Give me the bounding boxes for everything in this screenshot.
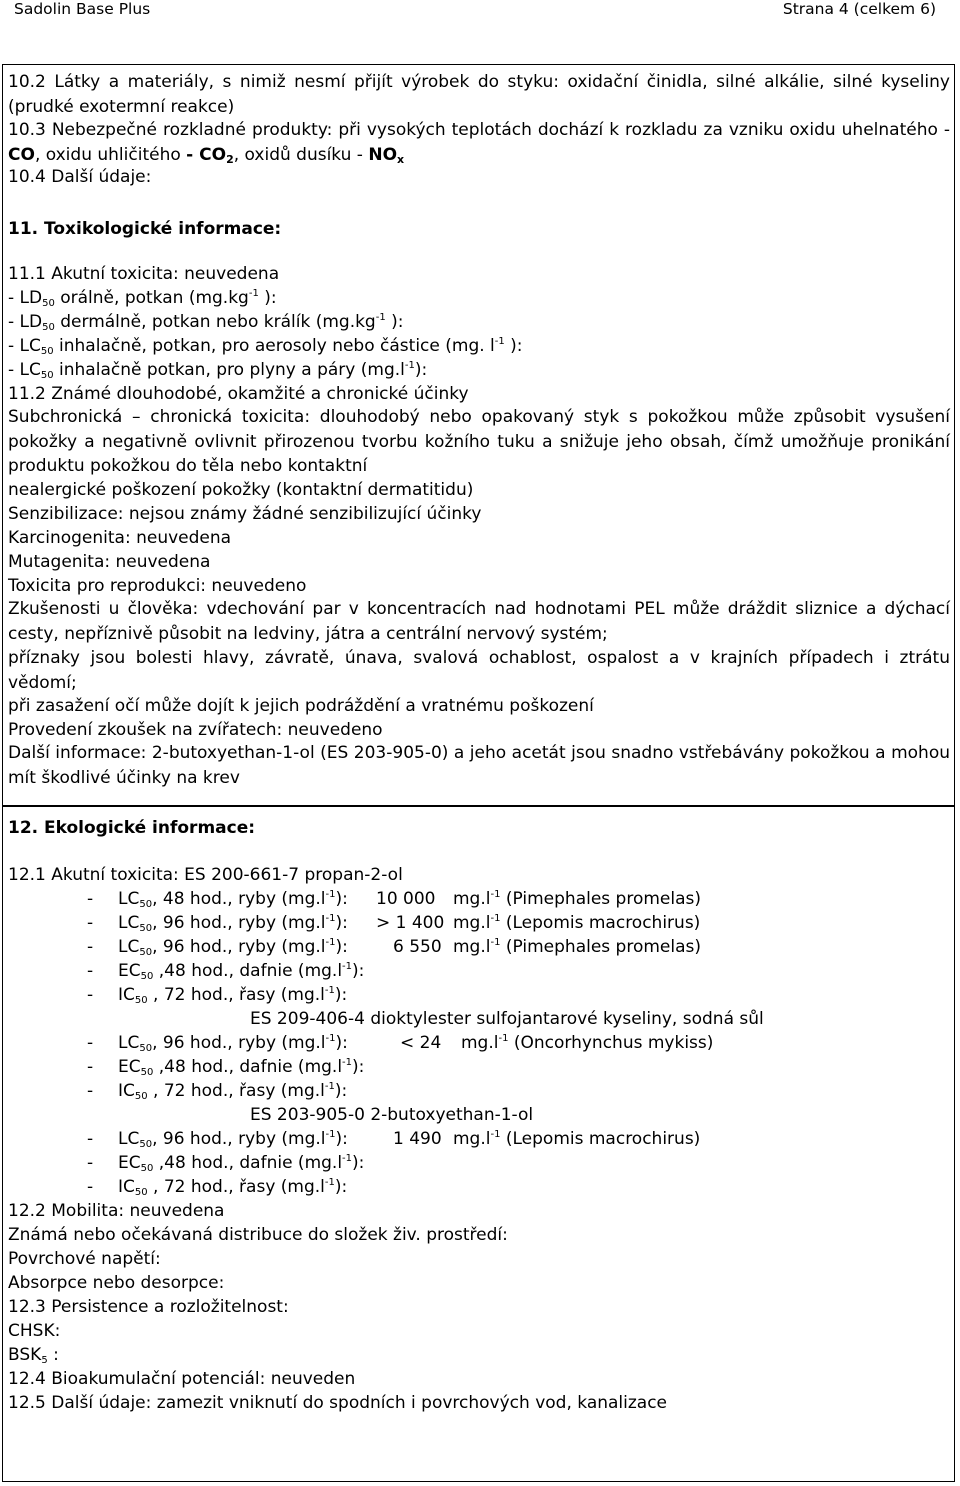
section-10-2: 10.2 Látky a materiály, s nimiž nesmí přijít výrobek do styku: oxidační činidla, silné alkálie, silné kyseliny (prudké exotermní reakce): [8, 72, 950, 117]
chsk: CHSK:: [8, 1321, 61, 1341]
chronic-heading: 11.2 Známé dlouhodobé, okamžité a chronické účinky: [8, 384, 469, 404]
subchronic-text: Subchronická – chronická toxicita: dlouhodobý nebo opakovaný styk s pokožkou může způsobit vysušení pokožky a negativně ovlivnit přirozenou tvorbu kožního tuku a snižuje jeho obsah, čímž umožňuje pronikání produktu pokožkou do těla nebo kontaktní: [8, 407, 950, 476]
human-experience: Zkušenosti u člověka: vdechování par v koncentracích nad hodnotami PEL může dráždit sliznice a dýchací cesty, nepříznivě působit na ledviny, játra a centrální nervový systém;: [8, 599, 950, 644]
section-10-4: 10.4 Další údaje:: [8, 167, 152, 187]
mutagenicity: Mutagenita: neuvedena: [8, 552, 211, 572]
section-11-title: 11. Toxikologické informace:: [8, 219, 282, 239]
page-header: [0, 0, 960, 22]
lc50-vapour: - $LC_{50}$ inhalačně potkan, pro plyny a páry $(mg.l^{-1})$:: [8, 360, 428, 381]
reproductive-toxicity: Toxicita pro reprodukci: neuvedeno: [8, 576, 307, 596]
persistence: 12.3 Persistence a rozložitelnost:: [8, 1297, 289, 1317]
surface-tension: Povrchové napětí:: [8, 1249, 161, 1269]
acute-toxicity-11: 11.1 Akutní toxicita: neuvedena: [8, 264, 280, 284]
product-name: Sadolin Base Plus: [14, 0, 151, 18]
other-data: 12.5 Další údaje: zamezit vniknutí do spodních i povrchových vod, kanalizace: [8, 1393, 668, 1413]
eye-contact: při zasažení očí může dojít k jejich podráždění a vratnému poškození: [8, 696, 594, 716]
bioaccumulation: 12.4 Bioakumulační potenciál: neuveden: [8, 1369, 356, 1389]
absorption: Absorpce nebo desorpce:: [8, 1273, 225, 1293]
bsk5: $BSK_5$ :: [8, 1345, 59, 1366]
mobility: 12.2 Mobilita: neuvedena: [8, 1201, 225, 1221]
substance-heading: ES 203-905-0 2-butoxyethan-1-ol: [250, 1105, 534, 1125]
distribution: Známá nebo očekávaná distribuce do složek živ. prostředí:: [8, 1225, 508, 1245]
nonallergic-text: nealergické poškození pokožky (kontaktní dermatitidu): [8, 480, 474, 500]
sensitization: Senzibilizace: nejsou známy žádné senzibilizující účinky: [8, 504, 482, 524]
carcinogenicity: Karcinogenita: neuvedena: [8, 528, 232, 548]
ld50-oral: - $LD_{50}$ orálně, potkan ($mg.kg^{-1}$ ):: [8, 288, 277, 309]
section-12-title: 12. Ekologické informace:: [8, 818, 256, 838]
acute-toxicity-12: 12.1 Akutní toxicita: ES 200-661-7 propan-2-ol: [8, 865, 403, 885]
page-number: Strana 4 (celkem 6): [782, 0, 936, 18]
animal-testing: Provedení zkoušek na zvířatech: neuvedeno: [8, 720, 383, 740]
section-10-3: 10.3 Nebezpečné rozkladné produkty: při vysokých teplotách dochází k rozkladu za vzniku oxidu uhelnatého - CO, oxidu uhličitého - CO2, oxidů dusíku - NOx: [8, 120, 950, 166]
symptoms: příznaky jsou bolesti hlavy, závratě, únava, svalová ochablost, ospalost a v krajních případech i ztrátu vědomí;: [8, 648, 950, 693]
substance-heading: ES 209-406-4 dioktylester sulfojantarové kyseliny, sodná sůl: [250, 1009, 764, 1029]
lc50-aerosol: - $LC_{50}$ inhalačně, potkan, pro aerosoly nebo částice (mg. $l^{-1}$ ):: [8, 336, 523, 357]
ld50-dermal: - $LD_{50}$ dermálně, potkan nebo králík ($mg.kg^{-1}$ ):: [8, 312, 404, 333]
further-info: Další informace: 2-butoxyethan-1-ol (ES 203-905-0) a jeho acetát jsou snadno vstřebávány pokožkou a mohou mít škodlivé účinky na krev: [8, 743, 950, 788]
